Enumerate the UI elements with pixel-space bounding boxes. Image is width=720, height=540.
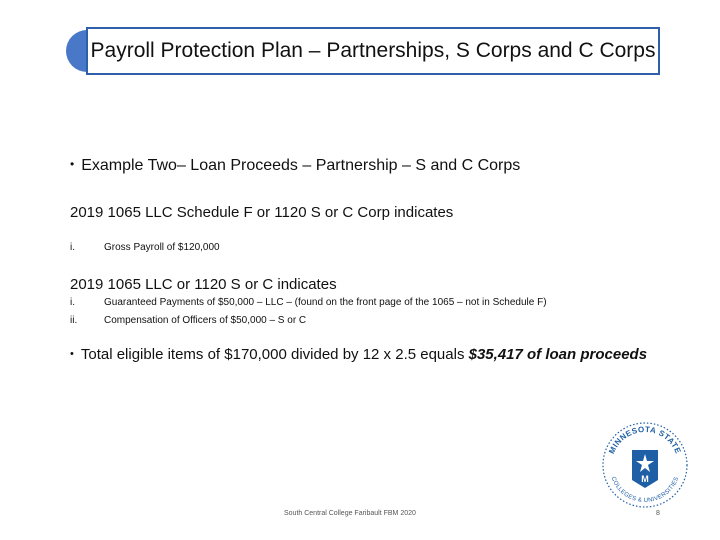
page-number: 8 (656, 510, 660, 517)
section1-item (70, 242, 220, 253)
section2-item (70, 315, 306, 326)
bullet-icon: • (70, 157, 75, 171)
total-text: Total eligible items of $170,000 divided by 12 x 2.5 equals (80, 346, 469, 363)
minnesota-state-logo (600, 420, 690, 510)
main-bullet-text: Example Two– Loan Proceeds – Partnership – S and C Corps (81, 157, 521, 174)
logo-bottom-text: COLLEGES & UNIVERSITIES (609, 476, 681, 505)
item-text: Gross Payroll of $120,000 (104, 242, 220, 253)
logo-top-text: MINNESOTA STATE (607, 424, 683, 456)
slide-title-box (86, 27, 660, 75)
total-bullet (70, 346, 647, 363)
item-number: ii. (70, 315, 78, 326)
slide-title: Payroll Protection Plan – Partnerships, S Corps and C Corps (90, 39, 656, 62)
item-number: i. (70, 297, 75, 308)
slide-footer: South Central College Faribault FBM 2020 (284, 510, 416, 517)
section1-heading: 2019 1065 LLC Schedule F or 1120 S or C Corp indicates (70, 204, 454, 221)
item-number: i. (70, 242, 75, 253)
logo-monogram: M (641, 474, 649, 484)
item-text: Guaranteed Payments of $50,000 – LLC – (found on the front page of the 1065 – not in Schedule F) (104, 297, 547, 308)
item-text: Compensation of Officers of $50,000 – S or C (104, 315, 307, 326)
section2-item (70, 297, 547, 308)
main-bullet (70, 157, 520, 175)
section2-heading: 2019 1065 LLC or 1120 S or C indicates (70, 276, 337, 293)
bullet-icon: • (70, 348, 74, 360)
total-emphasis: $35,417 of loan proceeds (468, 346, 648, 363)
